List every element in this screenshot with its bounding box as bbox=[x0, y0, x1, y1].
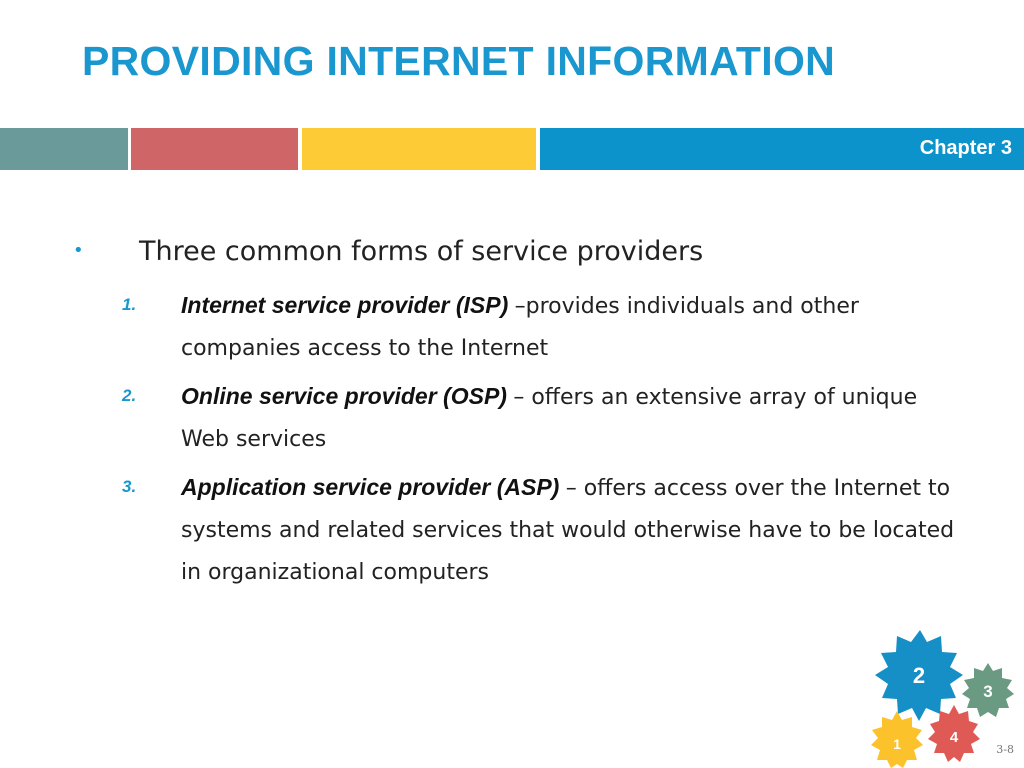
list-item-description: offers an extensive array of unique Web services bbox=[181, 385, 918, 452]
gear-2-label: 2 bbox=[912, 663, 926, 688]
list-item-description: offers access over the Internet to systems and related services that would otherwise have to be located in organizational computers bbox=[181, 476, 955, 585]
header-band-blue bbox=[540, 128, 1024, 170]
list-item-asp bbox=[122, 466, 982, 594]
list-item-number: 3. bbox=[122, 477, 137, 496]
list-item-dash: – bbox=[514, 294, 526, 319]
chapter-label: Chapter 3 bbox=[919, 137, 1012, 159]
gear-1-label: 1 bbox=[893, 736, 901, 752]
list-item-description: provides individuals and other companies access to the Internet bbox=[181, 294, 859, 361]
list-item-isp bbox=[122, 284, 982, 370]
list-item-number: 1. bbox=[122, 295, 137, 314]
list-item-dash: – bbox=[565, 476, 584, 501]
slide-title: PROVIDING INTERNET INFORMATION bbox=[82, 38, 836, 84]
list-item-dash: – bbox=[513, 385, 532, 410]
list-item-number: 2. bbox=[122, 386, 137, 405]
header-band-red bbox=[131, 128, 298, 170]
gear-3-icon bbox=[962, 663, 1014, 717]
header-band-yellow bbox=[302, 128, 536, 170]
list-item-osp bbox=[122, 375, 982, 461]
gear-1-icon bbox=[871, 711, 923, 768]
gear-2-icon bbox=[875, 630, 963, 721]
page-number: 3-8 bbox=[996, 743, 1014, 756]
bullet-text: Three common forms of service providers bbox=[139, 236, 704, 267]
gear-4-icon bbox=[928, 705, 980, 762]
header-band-teal bbox=[0, 128, 128, 170]
list-item-term: Application service provider (ASP) bbox=[181, 474, 566, 500]
list-item-term: Internet service provider (ISP) bbox=[181, 292, 515, 318]
list-item-term: Online service provider (OSP) bbox=[181, 383, 514, 409]
gear-3-label: 3 bbox=[983, 682, 993, 701]
gear-4-label: 4 bbox=[949, 729, 959, 746]
bullet-marker: • bbox=[73, 240, 84, 261]
